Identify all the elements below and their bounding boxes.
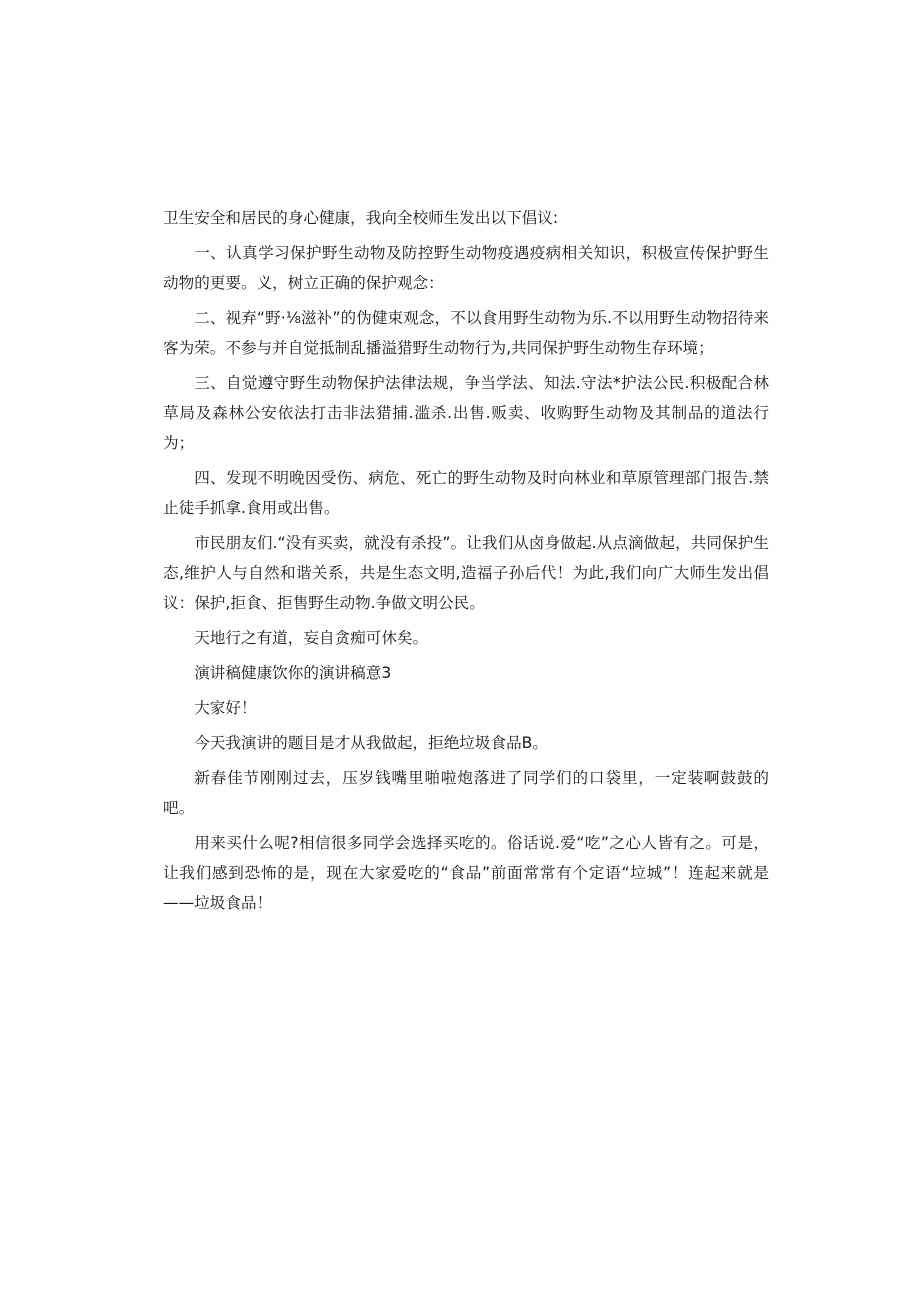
document-body: [163, 203, 769, 918]
paragraph-proposal-1: 一、认真学习保护野生动物及防控野生动物疫遇疫病相关知识，积极宣传保护野生动物的更要。义，树立正确的保护观念：: [163, 244, 769, 292]
paragraph-saying: 天地行之有道，妄自贪痴可休矣。: [194, 629, 429, 647]
paragraph-appeal: 市民朋友们.“没有买卖，就没有杀投”。让我们从卤身做起.从点滴做起，共同保护生态,维护人与自然和谐关系，共是生态文明,造福子孙后代！为此,我们向广大师生发出倡议：保护,拒食、拒售野生动物.争做文明公民。: [163, 534, 769, 612]
paragraph-intro: 卫生安全和居民的身心健康，我向全校师生发出以下倡议:: [163, 209, 559, 227]
section-heading: 演讲稿健康饮你的演讲稿意3: [194, 664, 392, 682]
paragraph-proposal-3: 三、自觉遵守野生动物保护法律法规，争当学法、知法.守法*护法公民.积极配合林草局及森林公安依法打击非法猎捕.滥杀.出售.贩卖、收购野生动物及其制品的道法行为；: [163, 374, 769, 452]
paragraph-proposal-2: 二、视弃“野·⅛滋补”的伪健束观念，不以食用野生动物为乐.不以用野生动物招待来客为荣。不参与并自觉抵制乱播溢猎野生动物行为,共同保护野生动物生存环境；: [163, 309, 769, 357]
paragraph-topic: 今天我演讲的题目是才从我做起，拒绝垃圾食品B。: [194, 734, 548, 752]
paragraph-spring-festival: 新春佳节刚刚过去，压岁钱嘴里啪啦炮落进了同学们的口袋里，一定装啊鼓鼓的吧。: [163, 769, 769, 817]
paragraph-greeting: 大家好！: [194, 699, 257, 717]
paragraph-proposal-4: 四、发现不明晚因受伤、病危、死亡的野生动物及时向林业和草原管理部门报告.禁止徒手抓拿.食用或出售。: [163, 469, 769, 517]
paragraph-junk-food: 用来买什么呢?相信很多同学会选择买吃的。俗话说.爱“吃”之心人皆有之。可是，让我们感到恐怖的是，现在大家爱吃的“食品”前面常常有个定语“垃城”！连起来就是——垃圾食品！: [163, 834, 769, 912]
